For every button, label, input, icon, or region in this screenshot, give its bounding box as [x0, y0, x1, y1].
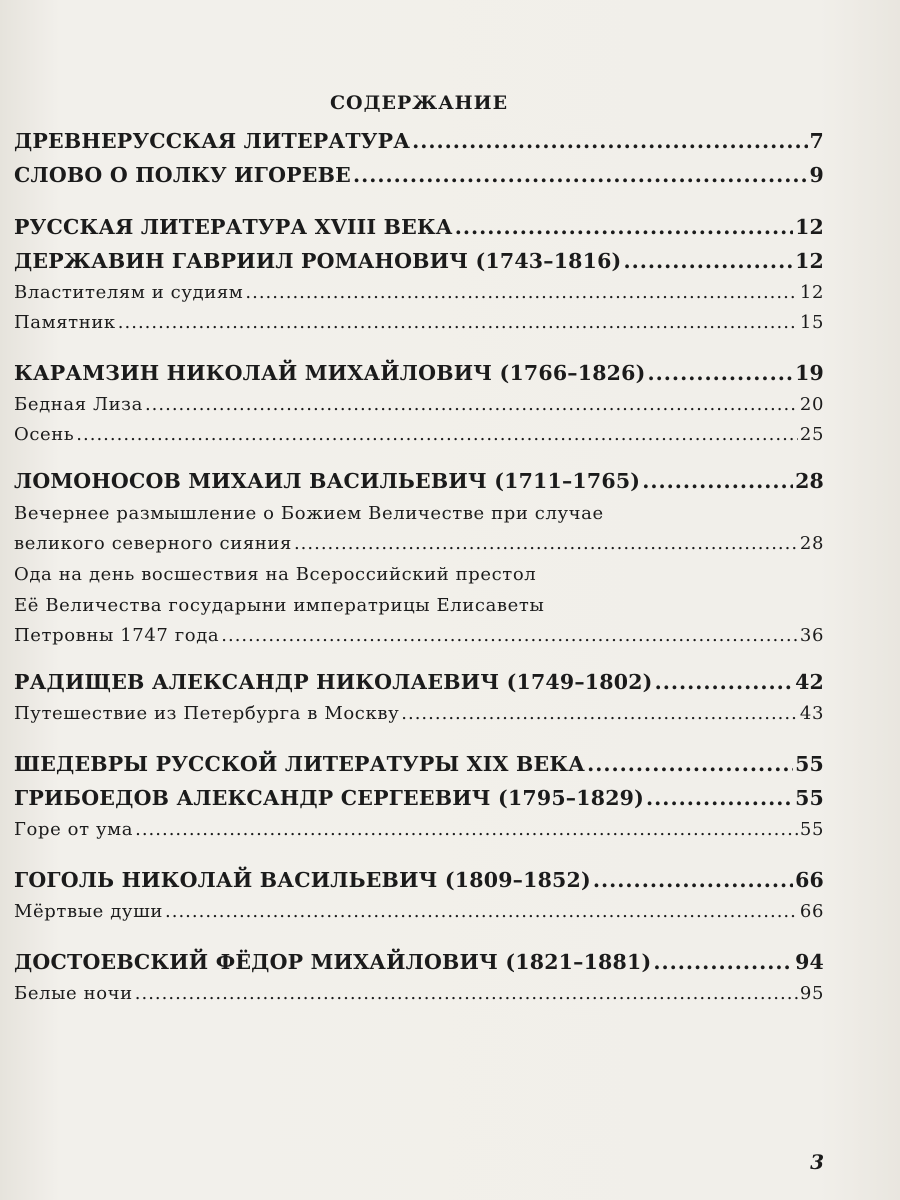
entry-title: Мёртвые души: [14, 901, 164, 922]
toc-entry-work: [14, 621, 824, 651]
page-number: 3: [810, 1150, 824, 1174]
entry-page: 19: [795, 361, 824, 385]
entry-page: 12: [799, 282, 824, 303]
toc-title: СОДЕРЖАНИЕ: [329, 92, 509, 114]
entry-page: 28: [795, 469, 824, 493]
entry-title: Белые ночи: [14, 983, 133, 1004]
entry-title: Памятник: [14, 312, 116, 333]
toc-entry-author: [14, 781, 824, 815]
entry-title: ГРИБОЕДОВ АЛЕКСАНДР СЕРГЕЕВИЧ (1795–1829): [14, 786, 645, 810]
toc-entry-work: [14, 815, 824, 845]
entry-title: КАРАМЗИН НИКОЛАЙ МИХАЙЛОВИЧ (1766–1826): [14, 361, 646, 385]
entry-title: РАДИЩЕВ АЛЕКСАНДР НИКОЛАЕВИЧ (1749–1802): [14, 670, 653, 694]
toc-entry-author: [14, 863, 824, 897]
toc-entry-section: [14, 210, 824, 244]
toc-entry-author: [14, 464, 824, 498]
toc-entry-author: [14, 244, 824, 278]
entry-page: 95: [799, 983, 824, 1004]
entry-title: Горе от ума: [14, 819, 134, 840]
table-of-contents: [14, 90, 824, 1009]
entry-page: 36: [799, 625, 824, 646]
entry-title: ДРЕВНЕРУССКАЯ ЛИТЕРАТУРА: [14, 129, 411, 153]
toc-entry-work: [14, 390, 824, 420]
toc-entry-work: [14, 420, 824, 450]
entry-page: 55: [795, 752, 824, 776]
entry-page: 55: [799, 819, 824, 840]
entry-page: 15: [799, 312, 824, 333]
entry-page: 9: [809, 163, 824, 187]
entry-title: Петровны 1747 года: [14, 625, 220, 646]
entry-title: ШЕДЕВРЫ РУССКОЙ ЛИТЕРАТУРЫ XIX ВЕКА: [14, 752, 586, 776]
toc-entry-author: [14, 665, 824, 699]
entry-title: ДОСТОЕВСКИЙ ФЁДОР МИХАЙЛОВИЧ (1821–1881): [14, 950, 652, 974]
toc-entry-work-line: Вечернее размышление о Божием Величестве при случае: [14, 503, 604, 524]
entry-title: Властителям и судиям: [14, 282, 244, 303]
entry-page: 25: [799, 424, 824, 445]
entry-title: Путешествие из Петербурга в Москву: [14, 703, 400, 724]
entry-page: 12: [795, 215, 824, 239]
entry-page: 12: [795, 249, 824, 273]
entry-page: 66: [795, 868, 824, 892]
toc-entry-author: [14, 945, 824, 979]
toc-entry-work-line: Ода на день восшествия на Всероссийский престол: [14, 564, 537, 585]
entry-title: ДЕРЖАВИН ГАВРИИЛ РОМАНОВИЧ (1743–1816): [14, 249, 622, 273]
entry-title: РУССКАЯ ЛИТЕРАТУРА XVIII ВЕКА: [14, 215, 453, 239]
entry-title: Бедная Лиза: [14, 394, 143, 415]
toc-entry-work: [14, 308, 824, 338]
entry-page: 43: [799, 703, 824, 724]
toc-entry-work: [14, 897, 824, 927]
toc-entry-work: [14, 529, 824, 559]
entry-page: 42: [795, 670, 824, 694]
toc-entry-work: [14, 979, 824, 1009]
entry-page: 55: [795, 786, 824, 810]
toc-entry-section: [14, 747, 824, 781]
toc-entry-work: [14, 699, 824, 729]
toc-entry-section: [14, 158, 824, 192]
entry-title: СЛОВО О ПОЛКУ ИГОРЕВЕ: [14, 163, 351, 187]
entry-page: 66: [799, 901, 824, 922]
toc-entry-section: [14, 124, 824, 158]
entry-page: 7: [809, 129, 824, 153]
entry-page: 20: [799, 394, 824, 415]
toc-entry-work: [14, 278, 824, 308]
entry-title: ГОГОЛЬ НИКОЛАЙ ВАСИЛЬЕВИЧ (1809–1852): [14, 868, 591, 892]
entry-page: 28: [799, 533, 824, 554]
entry-title: великого северного сияния: [14, 533, 292, 554]
entry-title: Осень: [14, 424, 75, 445]
toc-entry-author: [14, 356, 824, 390]
entry-title: ЛОМОНОСОВ МИХАИЛ ВАСИЛЬЕВИЧ (1711–1765): [14, 469, 641, 493]
entry-page: 94: [795, 950, 824, 974]
toc-entry-work-line: Её Величества государыни императрицы Елисаветы: [14, 595, 545, 616]
